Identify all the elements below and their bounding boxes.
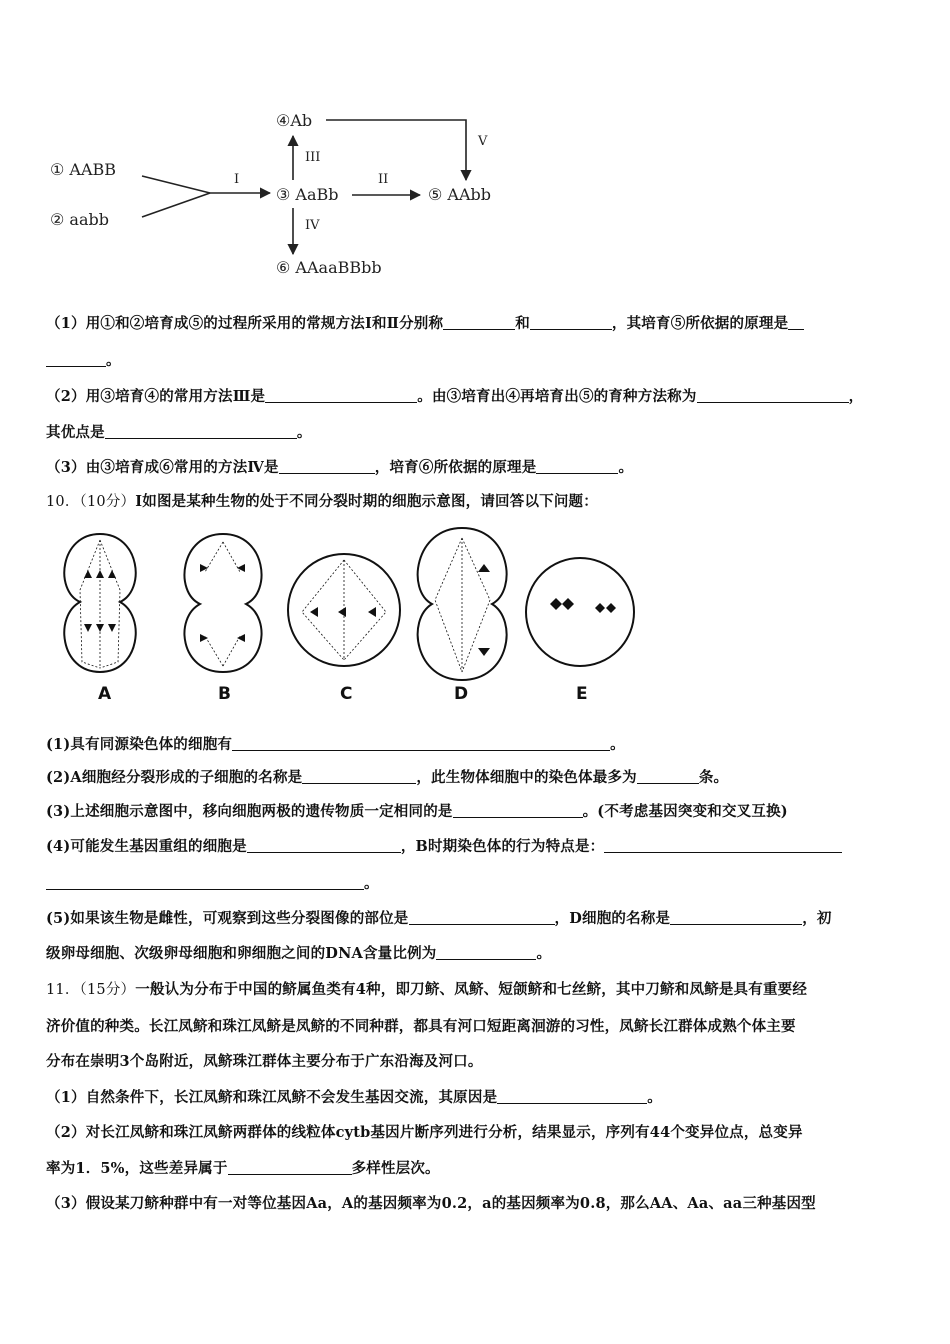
answer-blank[interactable] (536, 459, 618, 474)
q11-stem-line2: 济价值的种类。长江凤鲚和珠江凤鲚是凤鲚的不同种群，都具有河口短距离洄游的习性，凤鲚长江群体成熟个体主要 (46, 1018, 796, 1035)
genotype-aabb-parent: ① AABB (50, 160, 117, 179)
step-label-1: I (234, 172, 240, 187)
answer-blank[interactable] (637, 769, 699, 784)
answer-blank[interactable] (788, 315, 804, 330)
cell-label-d: D (454, 684, 469, 704)
cell-e-membrane (526, 558, 634, 666)
answer-blank[interactable] (604, 838, 842, 853)
answer-blank[interactable] (453, 803, 583, 818)
answer-blank[interactable] (232, 736, 610, 751)
step-label-3: III (305, 150, 321, 165)
q10-part4-line2: 。 (46, 872, 379, 893)
genotype-ab-haploid: ④Ab (276, 111, 313, 130)
answer-blank[interactable] (443, 315, 515, 330)
q11-part2-line2: 率为1．5%，这些差异属于 多样性层次。 (46, 1160, 440, 1177)
q10-part3: (3)上述细胞示意图中，移向细胞两极的遗传物质一定相同的是 。(不考虑基因突变和交叉互换) (46, 803, 788, 820)
question-number: 10．（10分） (46, 494, 136, 510)
answer-blank[interactable] (247, 838, 401, 853)
cell-drawings (40, 520, 660, 690)
genotype-aabb-recessive: ② aabb (50, 210, 109, 229)
q9-part2-line2: 其优点是 。 (46, 424, 312, 441)
answer-blank[interactable] (697, 388, 849, 403)
answer-blank[interactable] (279, 459, 375, 474)
answer-blank[interactable] (409, 910, 555, 925)
q11-part2-line1: （2）对长江凤鲚和珠江凤鲚两群体的线粒体cytb基因片断序列进行分析，结果显示，序列有44个变异位点，总变异 (46, 1124, 803, 1141)
answer-blank[interactable] (436, 945, 536, 960)
answer-blank[interactable] (265, 388, 417, 403)
breeding-diagram-arrows (0, 0, 950, 300)
genotype-tetraploid: ⑥ AAaaBBbb (276, 258, 382, 277)
cell-label-a: A (98, 684, 112, 704)
q9-part2-line1: （2）用③培育④的常用方法Ⅲ是 。由③培育出④再培育出⑤的育种方法称为 ， (46, 388, 864, 405)
q10-part2: (2)A细胞经分裂形成的子细胞的名称是 ，此生物体细胞中的染色体最多为 条。 (46, 769, 729, 786)
step-label-4: IV (305, 218, 320, 233)
cell-label-c: C (340, 684, 353, 704)
answer-blank[interactable] (46, 875, 364, 890)
q10-part4-line1: (4)可能发生基因重组的细胞是 ，B时期染色体的行为特点是： (46, 835, 842, 856)
question-number: 11．（15分） (46, 982, 136, 998)
q9-part1-line2: 。 (46, 349, 121, 370)
answer-blank[interactable] (105, 424, 297, 439)
q9-part1-line1: （1）用①和②培育成⑤的过程所采用的常规方法Ⅰ和Ⅱ分别称 和 ，其培育⑤所依据的原理是 (46, 312, 804, 333)
q10-part5-line1: (5)如果该生物是雌性，可观察到这些分裂图像的部位是 ，D细胞的名称是 ，初 (46, 910, 832, 927)
answer-blank[interactable] (302, 769, 416, 784)
cell-a-membrane (64, 534, 135, 672)
genotype-aabb-hybrid: ③ AaBb (276, 185, 339, 204)
q10-stem: 10．（10分）Ⅰ如图是某种生物的处于不同分裂时期的细胞示意图，请回答以下问题： (46, 493, 598, 510)
q11-part3: （3）假设某刀鲚种群中有一对等位基因Aa，A的基因频率为0.2，a的基因频率为0.8，那么AA、Aa、aa三种基因型 (46, 1195, 816, 1212)
step-label-5: V (478, 134, 488, 149)
q11-part1: （1）自然条件下，长江凤鲚和珠江凤鲚不会发生基因交流，其原因是 。 (46, 1089, 662, 1106)
genotype-aabb-target: ⑤ AAbb (428, 185, 492, 204)
q10-part5-line2: 级卵母细胞、次级卵母细胞和卵细胞之间的DNA含量比例为 。 (46, 945, 552, 962)
answer-blank[interactable] (228, 1160, 352, 1175)
q11-stem-line3: 分布在崇明3个岛附近，凤鲚珠江群体主要分布于广东沿海及河口。 (46, 1053, 483, 1070)
answer-blank[interactable] (497, 1089, 647, 1104)
q10-part1: (1)具有同源染色体的细胞有 。 (46, 736, 625, 753)
step-label-2: II (378, 172, 389, 187)
q11-stem-line1: 11．（15分）一般认为分布于中国的鲚属鱼类有4种，即刀鲚、凤鲚、短颌鲚和七丝鲚，其中刀鲚和凤鲚是具有重要经 (46, 981, 808, 998)
answer-blank[interactable] (670, 910, 802, 925)
answer-blank[interactable] (530, 315, 612, 330)
cell-label-e: E (576, 684, 588, 704)
cell-label-b: B (218, 684, 231, 704)
answer-blank[interactable] (46, 352, 106, 367)
q9-part3: （3）由③培育成⑥常用的方法Ⅳ是 ，培育⑥所依据的原理是 。 (46, 459, 634, 476)
cell-b-membrane (184, 534, 261, 672)
